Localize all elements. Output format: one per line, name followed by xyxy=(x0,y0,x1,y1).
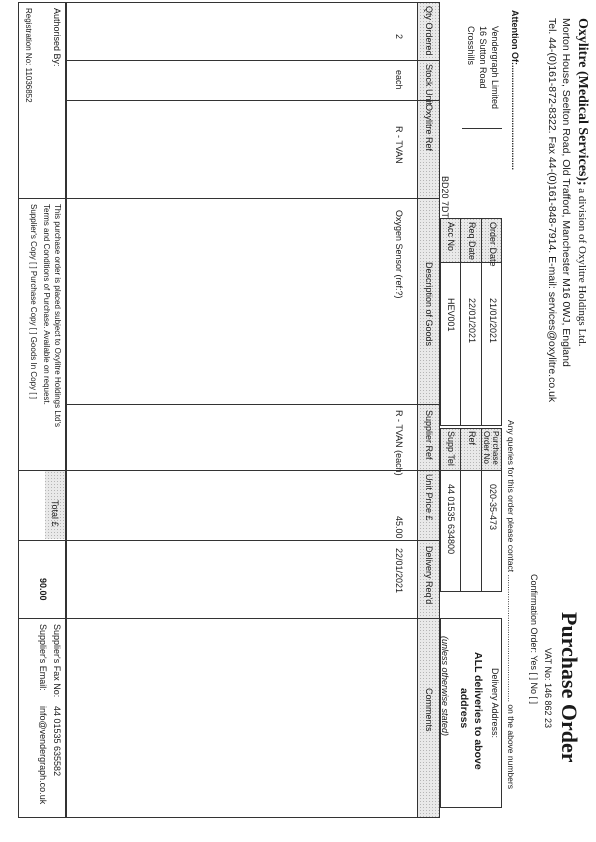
registration-number: Registration No: 11036852 xyxy=(24,8,33,103)
attention-label xyxy=(509,10,520,170)
order-info-row-line-2 xyxy=(460,218,461,426)
table-header-underline xyxy=(417,2,418,818)
company-heading xyxy=(574,18,590,346)
order-info-row-line-1 xyxy=(481,218,482,426)
company-tagline: a division of Oxylitre Holdings Ltd. xyxy=(576,188,588,347)
order-date-value: 21/01/2021 xyxy=(488,298,498,344)
purchase-info-divider xyxy=(440,470,502,471)
purchase-order-no-value: 020-35-473 xyxy=(488,484,498,531)
item-unit-price: 45.00 xyxy=(394,516,404,539)
supplier-email-value: info@vendergraph.co.uk xyxy=(38,706,48,805)
col-header-stock-unit: Stock Unit xyxy=(424,64,434,106)
terms-line-1: This purchase order is placed subject to Oxylitre Holdings Ltd's xyxy=(53,204,62,427)
col-divider-2 xyxy=(66,100,440,101)
acc-no-label: Acc No xyxy=(446,222,456,252)
terms-line-2: Terms and Conditions of Purchase. Available on request. xyxy=(42,204,51,405)
req-date-label: Req Date xyxy=(467,222,477,261)
delivery-line-1: ALL deliveries to above xyxy=(472,652,484,770)
item-description: Oxygen Sensor (ref:?) xyxy=(394,210,404,299)
supplier-fax-label: Supplier's Fax No: xyxy=(52,624,62,698)
col-header-unit-price: Unit Price £ xyxy=(424,474,434,521)
purchase-info-row-line-2 xyxy=(460,428,461,592)
authorised-by-label: Authorised By: xyxy=(52,8,62,67)
item-qty: 2 xyxy=(394,34,404,40)
acc-no-value: HEV001 xyxy=(446,298,456,332)
supp-tel-label: Supp Tel xyxy=(446,431,456,466)
delivery-note: (unless otherwise stated) xyxy=(440,636,450,737)
confirmation-order: Confirmation Order: Yes [ ] No [ ] xyxy=(529,574,539,705)
ref-label: Ref xyxy=(467,431,477,446)
col-divider-1 xyxy=(66,60,440,61)
company-name: Oxylitre (Medical Services); xyxy=(575,18,590,186)
footer-divider-3 xyxy=(18,540,66,541)
attention-dots: .......................................... xyxy=(510,64,520,171)
col-header-description: Description of Goods xyxy=(424,262,434,347)
total-label: Total £ xyxy=(50,500,60,527)
item-delivery-reqd: 22/01/2021 xyxy=(394,548,404,594)
attention-postcode: BD20 7DT xyxy=(440,176,450,219)
col-divider-4 xyxy=(66,404,440,405)
supplier-fax-value: 44 01535 635582 xyxy=(52,706,62,777)
col-header-delivery-reqd: Delivery Req'd xyxy=(424,546,434,605)
col-divider-3 xyxy=(66,198,440,199)
delivery-address-label: Delivery Address: xyxy=(490,668,500,739)
company-contact: Tel. 44-(0)161-872-8322. Fax 44-(0)161-848-7914. E-mail: services@oxylitre.co.uk xyxy=(546,18,558,403)
attention-line-1: Vendergraph Limited xyxy=(490,26,500,110)
query-contact-note: Any queries for this order please contact ...................................................... on the above numbers xyxy=(506,420,516,789)
items-table xyxy=(66,2,440,818)
attention-label-text: Attention Of: xyxy=(510,10,520,65)
attention-line-3: Crosshills xyxy=(466,26,476,66)
total-value: 90.00 xyxy=(38,578,48,601)
delivery-line-2: address xyxy=(458,688,470,729)
company-address: Morton House, Seelton Road, Old Trafford, Manchester M16 0WJ, England xyxy=(560,18,572,367)
supp-tel-value: 44 01535 634800 xyxy=(446,484,456,555)
vat-number: VAT No: 146 862 23 xyxy=(543,648,553,729)
item-supplier-ref: R - TVAN (each) xyxy=(394,410,404,476)
col-divider-7 xyxy=(66,618,440,619)
footer-divider-4 xyxy=(18,618,66,619)
attention-line-2: 16 Sutton Road xyxy=(478,26,488,89)
attention-divider xyxy=(462,128,502,129)
terms-line-3: Supplier's Copy [ ] Purchase Copy [ ] Goods In Copy [ ] xyxy=(29,204,38,399)
footer-divider-1 xyxy=(18,198,66,199)
col-divider-5 xyxy=(66,470,440,471)
purchase-order-no-label: Purchase Order No xyxy=(482,431,500,465)
order-date-label: Order Date xyxy=(488,222,498,267)
col-divider-6 xyxy=(66,540,440,541)
item-stock-unit: each xyxy=(394,70,404,90)
supplier-email-label: Supplier's Email: xyxy=(38,624,48,691)
col-header-comments: Comments xyxy=(424,688,434,732)
item-oxylitre-ref: R - TVAN xyxy=(394,126,404,164)
col-header-oxylitre-ref: Oxylitre Ref xyxy=(424,104,434,152)
document-title: Purchase Order xyxy=(557,612,582,763)
col-header-supplier-ref: Supplier Ref xyxy=(424,410,434,460)
req-date-value: 22/01/2021 xyxy=(467,298,477,344)
col-header-qty: Qty Ordered xyxy=(424,6,434,56)
